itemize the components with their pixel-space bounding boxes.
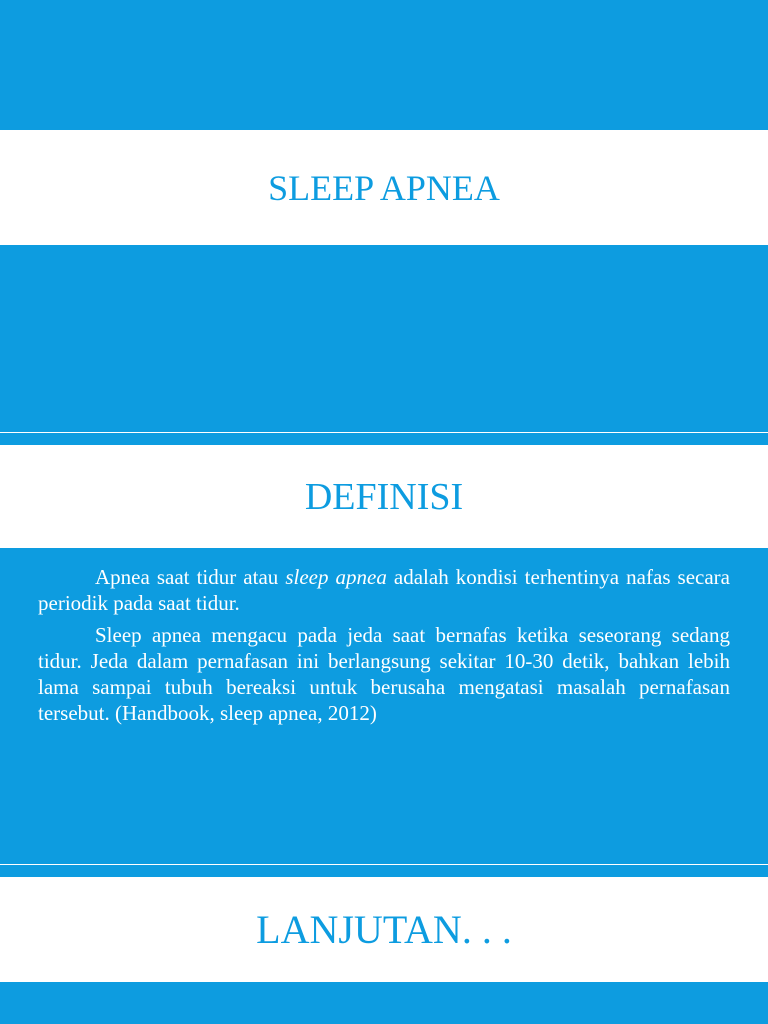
slide-divider: [0, 864, 768, 865]
slide-2-body: [38, 564, 730, 732]
slide-2-title-band: [0, 445, 768, 548]
slide-3-title-band: [0, 877, 768, 982]
italic-term: sleep apnea: [285, 565, 387, 589]
slide-3-title: LANJUTAN. . .: [256, 907, 512, 952]
slide-1-bottom-band: [0, 245, 768, 432]
slide-1-top-band: [0, 0, 768, 130]
definition-paragraph-1: Apnea saat tidur atau sleep apnea adalah kondisi terhentinya nafas secara periodik pada saat tidur.: [38, 565, 730, 615]
slide-2-title: DEFINISI: [304, 475, 464, 518]
slide-1-title-band: [0, 130, 768, 245]
definition-paragraph-2: Sleep apnea mengacu pada jeda saat bernafas ketika seseorang sedang tidur. Jeda dalam pernafasan ini berlangsung sekitar 10-30 detik, bahkan lebih lama sampai tubuh bereaksi untuk berusaha mengatasi masalah pernafasan tersebut. (Handbook, sleep apnea, 2012): [38, 623, 730, 725]
slide-1-title: SLEEP APNEA: [268, 167, 500, 208]
slide-divider: [0, 432, 768, 433]
